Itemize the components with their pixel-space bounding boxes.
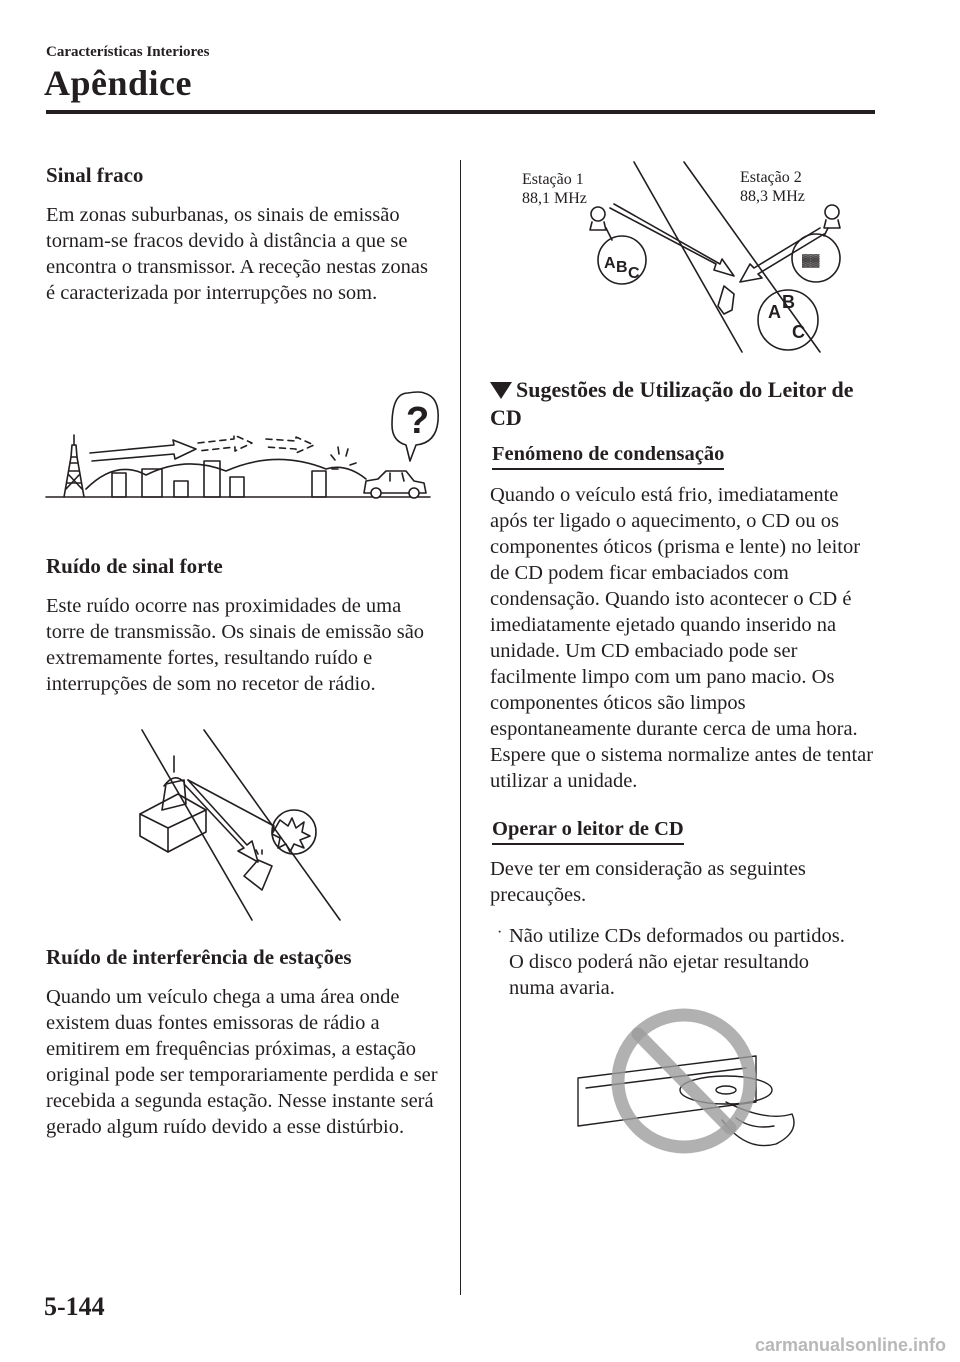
- weak-signal-text: Em zonas suburbanas, os sinais de emissão tornam-se fracos devido à distância a que se encontra o transmissor. A receção nestas zonas é caracterizada por interrupções no som.: [46, 204, 428, 304]
- cd-tips-title: Sugestões de Utilização do Leitor de CD: [490, 377, 854, 430]
- cd-tips-heading: [490, 376, 870, 432]
- svg-text:?: ?: [406, 400, 430, 442]
- section-triangle-icon: [490, 382, 512, 399]
- svg-text:C: C: [628, 265, 640, 282]
- station-2-name: Estação 2: [740, 169, 802, 186]
- station-1-label: [522, 170, 587, 208]
- svg-text:C: C: [792, 322, 805, 342]
- svg-text:B: B: [782, 292, 795, 312]
- strong-signal-illustration: [134, 728, 354, 923]
- svg-text:A: A: [768, 302, 781, 322]
- weak-signal-illustration: [46, 385, 436, 505]
- condensation-heading-text: Fenómeno de condensação: [492, 443, 724, 470]
- bullet-icon: ·: [497, 924, 503, 941]
- watermark: carmanualsonline.info: [754, 1335, 946, 1355]
- interference-text: Quando um veículo chega a uma área onde existem duas fontes emissoras de rádio a emitirem em frequências próximas, a estação original pode ser temporariamente perdida e ser recebida a segunda estação. Nesse instante será gerado algum ruído devido a esse distúrbio.: [46, 986, 438, 1138]
- operate-heading-text: Operar o leitor de CD: [492, 818, 684, 845]
- svg-text:▓▓: ▓▓: [802, 253, 820, 267]
- strong-signal-heading: Ruído de sinal forte: [46, 554, 223, 578]
- interference-heading: Ruído de interferência de estações: [46, 945, 352, 969]
- weak-signal-heading: Sinal fraco: [46, 163, 144, 187]
- section-label: Características Interiores: [46, 44, 210, 60]
- page-number: 5-144: [44, 1292, 105, 1321]
- strong-signal-text: Este ruído ocorre nas proximidades de uma torre de transmissão. Os sinais de emissão são extremamente fortes, resultando ruído e interrupções de som no recetor de rádio.: [46, 595, 425, 695]
- station-2-frequency: 88,3 MHz: [740, 188, 805, 205]
- condensation-heading: [492, 443, 724, 466]
- operate-text: Deve ter em consideração as seguintes precauções.: [490, 858, 806, 906]
- station-1-frequency: 88,1 MHz: [522, 190, 587, 207]
- header-rule: [46, 110, 875, 114]
- svg-text:B: B: [616, 259, 628, 276]
- station-1-name: Estação 1: [522, 171, 584, 188]
- station-2-label: [740, 168, 805, 206]
- prohibited-cd-illustration: [576, 1002, 806, 1160]
- operate-bullet: Não utilize CDs deformados ou partidos. O disco poderá não ejetar resultando numa avaria.: [509, 925, 845, 999]
- page-title: Apêndice: [44, 63, 192, 103]
- column-divider: [460, 160, 461, 1295]
- svg-text:A: A: [604, 255, 616, 272]
- condensation-text: Quando o veículo está frio, imediatamente após ter ligado o aquecimento, o CD ou os componentes óticos (prisma e lente) no leitor de CD podem ficar embaciados com condensação. Quando isto acontecer o CD é imediatamente ejetado quando inserido na unidade. Um CD embaciado pode ser facilmente limpo com um pano macio. Os componentes óticos são limpos espontaneamente durante cerca de uma hora. Espere que o sistema normalize antes de tentar utilizar a unidade.: [490, 484, 874, 792]
- operate-heading: [492, 818, 684, 841]
